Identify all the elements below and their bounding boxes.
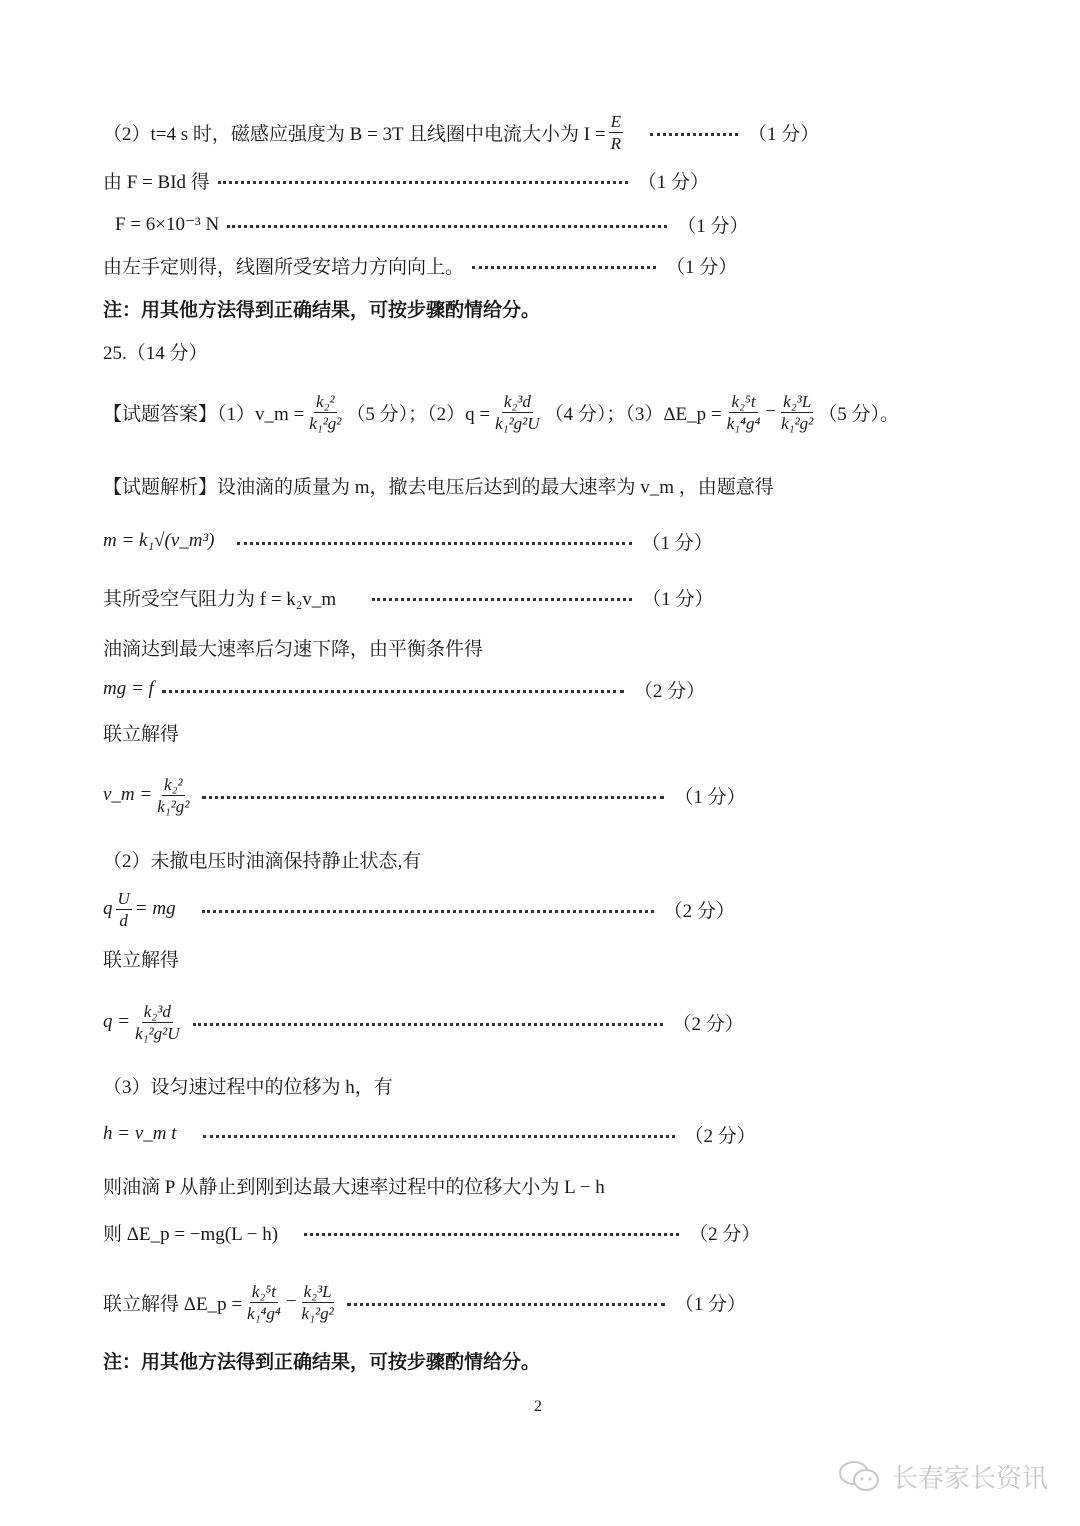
formula: = mg [134,898,176,919]
denominator: k₁²g² [309,413,342,433]
formula: mg = f [103,678,154,699]
dot-leader [202,796,664,799]
line-part2: （2）未撤电压时油滴保持静止状态,有 [103,850,422,872]
denominator: k₁²g² [781,413,814,433]
fraction [307,391,343,434]
line-solve: 联立解得 [103,723,180,745]
text: 联立解得 ΔE_p = [103,1293,243,1315]
numerator: k₂⁵t [251,1281,276,1301]
minus: − [285,1291,297,1312]
dot-leader [237,542,632,545]
text: 由左手定则得，线圈所受安培力方向向上。 [103,256,465,278]
numerator: k₂² [164,774,183,794]
dot-leader [372,598,632,601]
denominator: R [610,133,621,153]
line-vm [103,765,746,825]
text: 其所受空气阻力为 f = k₂v_m [103,588,337,610]
dot-leader [650,133,738,136]
fraction [300,1281,336,1324]
text: F = 6×10⁻³ N [115,213,220,235]
line-dEp [103,1202,760,1262]
denominator: k₁²g² [301,1303,334,1323]
line-balance: 油滴达到最大速率后匀速下降，由平衡条件得 [103,638,484,660]
numerator: k₂³L [783,391,812,411]
fraction [116,888,132,931]
score: （1 分） [642,588,714,610]
line-q [103,992,744,1052]
line-mass [103,511,713,571]
numerator: k₂³L [303,1281,332,1301]
dot-leader [202,910,654,913]
note: 注：用其他方法得到正确结果，可按步骤酌情给分。 [103,299,541,321]
score: （2 分） [672,1013,744,1035]
score: （1 分） [674,786,746,808]
fraction [725,391,763,434]
score: （1 分） [641,532,713,554]
text: （5 分）；（2）q = [346,403,491,425]
answer-line [103,382,899,442]
dot-leader [193,1023,663,1026]
numerator: U [117,888,130,908]
text: （4 分）；（3）ΔE_p = [544,403,722,425]
text: 由 F = BId 得 [103,171,210,193]
fraction [133,1001,181,1044]
numerator: E [610,111,621,131]
formula: q [103,898,113,919]
formula: 则 ΔE_p = −mg(L − h) [103,1223,279,1245]
formula: h = v_m t [103,1123,177,1144]
score: （2 分） [684,1125,756,1147]
score: （2 分） [689,1223,761,1245]
text: （2）t=4 s 时，磁感应强度为 B = 3T 且线圈中电流大小为 I = [103,123,606,145]
page-number: 2 [534,1398,542,1415]
dot-leader [227,225,667,228]
fraction [245,1281,283,1324]
line-solve: 联立解得 [103,949,180,971]
score: （1 分） [747,123,820,145]
analysis-intro: 【试题解析】设油滴的质量为 m，撤去电压后达到的最大速率为 v_m ，由题意得 [103,476,774,498]
denominator: d [119,910,128,930]
denominator: k₁²g² [157,796,190,816]
line-final [103,1272,746,1332]
fraction [779,391,815,434]
score: （1 分） [637,171,710,193]
watermark-text: 长春家长资讯 [892,1464,1049,1494]
dot-leader [162,690,624,693]
denominator: k₁⁴g⁴ [726,413,761,433]
wechat-icon [838,1459,882,1495]
denominator: k₁²g²U [495,413,540,433]
numerator: k₂³d [143,1001,171,1021]
line-part3: （3）设匀速过程中的位移为 h，有 [103,1076,393,1098]
note: 注：用其他方法得到正确结果，可按步骤酌情给分。 [103,1351,541,1373]
numerator: k₂² [316,391,335,411]
question-number: 25.（14 分） [103,342,208,364]
formula: q = [103,1011,131,1032]
score: （2 分） [663,900,735,922]
score: （2 分） [633,680,706,702]
line-displacement: 则油滴 P 从静止到刚到达最大速率过程中的位移大小为 L − h [103,1176,605,1198]
dot-leader [218,181,628,184]
line-mg-f [103,659,705,719]
text: （5 分）。 [818,403,900,425]
formula: m = k₁√(v_m³) [103,530,215,551]
line-qU [103,879,735,939]
dot-leader [472,266,656,269]
denominator: k₁²g²U [135,1023,180,1043]
dot-leader [347,1303,665,1306]
watermark [838,1458,1048,1495]
fraction [155,774,191,817]
numerator: k₂³d [503,391,531,411]
text: 【试题答案】（1）v_m = [103,403,305,425]
dot-leader [304,1233,679,1236]
fraction [609,111,623,154]
numerator: k₂⁵t [731,391,756,411]
fraction [493,391,541,434]
score: （1 分） [666,256,738,278]
denominator: k₁⁴g⁴ [247,1303,281,1323]
minus: − [765,401,777,422]
formula: v_m = [103,784,153,805]
score: （1 分） [674,1293,746,1315]
dot-leader [203,1135,675,1138]
score: （1 分） [677,215,749,237]
